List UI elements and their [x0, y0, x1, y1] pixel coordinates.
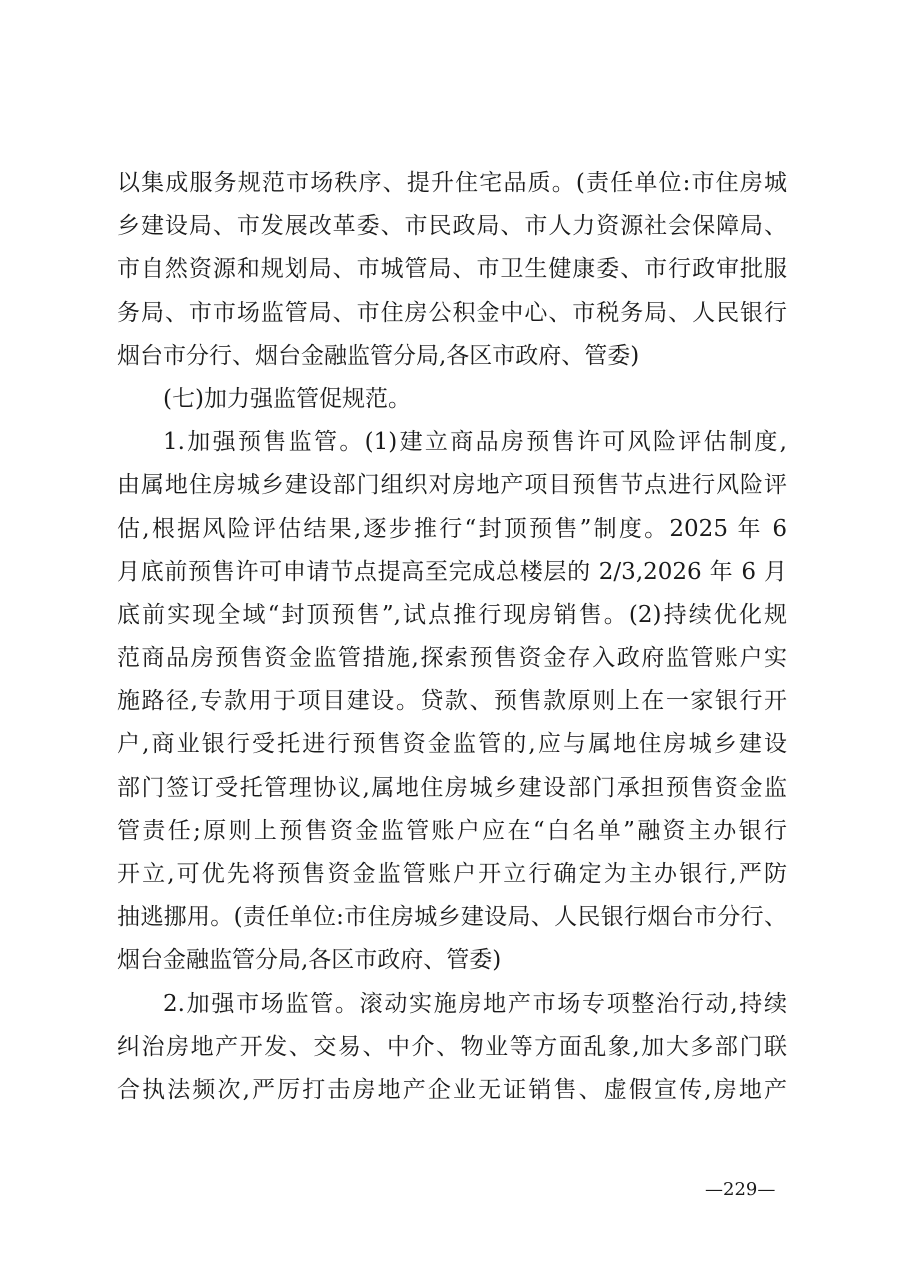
text-line: 合执法频次,严厉打击房地产企业无证销售、虚假宣传,房地产	[117, 1076, 787, 1103]
text-line: 市自然资源和规划局、市城管局、市卫生健康委、市行政审批服	[117, 256, 787, 283]
text-line: 开立,可优先将预售资金监管账户开立行确定为主办银行,严防	[117, 861, 787, 887]
text-line: 2.加强市场监管。滚动实施房地产市场专项整治行动,持续	[163, 990, 787, 1017]
text-line: 部门签订受托管理协议,属地住房城乡建设部门承担预售资金监	[117, 774, 787, 801]
text-line: 抽逃挪用。(责任单位:市住房城乡建设局、人民银行烟台市分行、	[117, 904, 787, 931]
text-line: 以集成服务规范市场秩序、提升住宅品质。(责任单位:市住房城	[117, 170, 787, 196]
text-line: 月底前预售许可申请节点提高至完成总楼层的 2/3,2026 年 6 月	[117, 558, 787, 585]
text-line: 范商品房预售资金监管措施,探索预售资金存入政府监管账户实	[117, 645, 787, 672]
text-line: 烟台市分行、烟台金融监管分局,各区市政府、管委)	[117, 342, 640, 369]
text-line: 户,商业银行受托进行预售资金监管的,应与属地住房城乡建设	[117, 731, 787, 758]
text-line: 务局、市市场监管局、市住房公积金中心、市税务局、人民银行	[117, 299, 787, 326]
section-heading: (七)加力强监管促规范。	[163, 385, 411, 412]
text-line: 由属地住房城乡建设部门组织对房地产项目预售节点进行风险评	[117, 472, 787, 499]
text-line: 烟台金融监管分局,各区市政府、管委)	[117, 947, 502, 974]
text-line: 估,根据风险评估结果,逐步推行“封顶预售”制度。2025 年 6	[117, 515, 787, 542]
text-line: 纠治房地产开发、交易、中介、物业等方面乱象,加大多部门联	[117, 1033, 787, 1060]
text-line: 底前实现全域“封顶预售”,试点推行现房销售。(2)持续优化规	[117, 601, 787, 628]
body-text	[117, 162, 787, 1112]
page-number: —229—	[705, 1179, 776, 1200]
text-line: 管责任;原则上预售资金监管账户应在“白名单”融资主办银行	[117, 817, 787, 844]
text-line: 乡建设局、市发展改革委、市民政局、市人力资源社会保障局、	[117, 213, 787, 240]
text-line: 1.加强预售监管。(1)建立商品房预售许可风险评估制度,	[163, 429, 787, 456]
text-line: 施路径,专款用于项目建设。贷款、预售款原则上在一家银行开	[117, 688, 787, 715]
